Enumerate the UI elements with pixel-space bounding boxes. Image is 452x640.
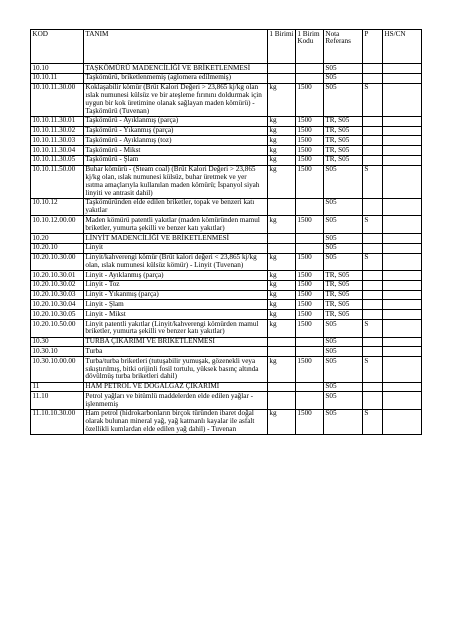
cell-nota: S05: [324, 382, 363, 392]
cell-p: [363, 392, 383, 410]
cell-birim-kodu: 1500: [296, 165, 324, 198]
cell-birim-kodu: 1500: [296, 357, 324, 382]
table-row: [31, 146, 422, 156]
cell-kod: 10.10.11.30.05: [31, 155, 84, 165]
cell-nota: S05: [324, 409, 363, 434]
cell-hscn: [383, 243, 422, 253]
cell-hscn: [383, 392, 422, 410]
table-row: [31, 310, 422, 320]
cell-hscn: [383, 253, 422, 271]
cell-hscn: [383, 216, 422, 234]
cell-p: [363, 243, 383, 253]
cell-kod: 10.10.11: [31, 73, 84, 83]
cell-birim: kg: [268, 116, 296, 126]
table-row: [31, 243, 422, 253]
cell-hscn: [383, 300, 422, 310]
cell-kod: 10.30: [31, 337, 84, 347]
cell-birim: kg: [268, 216, 296, 234]
cell-p: S: [363, 83, 383, 116]
cell-birim-kodu: 1500: [296, 290, 324, 300]
cell-birim: kg: [268, 409, 296, 434]
cell-birim: kg: [268, 310, 296, 320]
cell-nota: TR, S05: [324, 290, 363, 300]
cell-p: [363, 146, 383, 156]
cell-p: [363, 271, 383, 281]
cell-kod: 10.20.10.30.04: [31, 300, 84, 310]
cell-birim-kodu: 1500: [296, 271, 324, 281]
cell-tanim: Koklaşabilir kömür (Brüt Kalori Değeri > 23,865 kj/kg olan ıslak numunesi külsüz ve bir ateşleme fırınını doldurmak için uygun bir kok üretimine olanak sağlayan maden kömürü) - Taşkömürü (Tuvenan): [84, 83, 268, 116]
cell-nota: S05: [324, 73, 363, 83]
cell-hscn: [383, 198, 422, 216]
cell-p: S: [363, 165, 383, 198]
cell-kod: 10.10.11.30.01: [31, 116, 84, 126]
header-row: [31, 30, 422, 64]
cell-birim: [268, 233, 296, 243]
cell-birim-kodu: 1500: [296, 216, 324, 234]
cell-birim-kodu: 1500: [296, 253, 324, 271]
cell-hscn: [383, 357, 422, 382]
cell-birim-kodu: 1500: [296, 155, 324, 165]
cell-nota: TR, S05: [324, 155, 363, 165]
cell-p: [363, 198, 383, 216]
cell-birim: [268, 337, 296, 347]
cell-tanim: Taşkömürü - Ayıklanmış (toz): [84, 136, 268, 146]
cell-birim-kodu: 1500: [296, 136, 324, 146]
cell-birim: kg: [268, 155, 296, 165]
cell-p: [363, 63, 383, 73]
cell-nota: TR, S05: [324, 146, 363, 156]
cell-p: [363, 310, 383, 320]
cell-birim: kg: [268, 136, 296, 146]
cell-p: [363, 300, 383, 310]
table-row: [31, 347, 422, 357]
table-row: [31, 300, 422, 310]
cell-tanim: Buhar kömürü - (Steam coal) (Brüt Kalori Değeri > 23,865 kj/kg olan, ıslak numunesi külsüz, buhar üretmek ve yer ısıtma amaçlarıyla kullanılan maden kömürü; İspanyol siyah linyiti ve antrasit dahil): [84, 165, 268, 198]
table-row: [31, 392, 422, 410]
cell-nota: TR, S05: [324, 136, 363, 146]
cell-birim-kodu: [296, 243, 324, 253]
header-nota: Nota Referans: [324, 30, 363, 64]
table-row: [31, 198, 422, 216]
cell-nota: TR, S05: [324, 271, 363, 281]
header-birim-kodu: 1 Birim Kodu: [296, 30, 324, 64]
cell-birim-kodu: [296, 233, 324, 243]
cell-hscn: [383, 280, 422, 290]
table-row: [31, 216, 422, 234]
cell-birim-kodu: 1500: [296, 320, 324, 338]
cell-nota: S05: [324, 337, 363, 347]
cell-p: [363, 136, 383, 146]
cell-tanim: Turba/turba briketleri (tutuşabilir yumuşak, gözenekli veya sıkıştırılmış, bitki orijinli fosil tortulu, yüksek basınç altında dövülmüş turba briketleri dahil): [84, 357, 268, 382]
header-hscn: HS/CN: [383, 30, 422, 64]
cell-birim-kodu: 1500: [296, 146, 324, 156]
cell-tanim: Linyit/kahverengi kömür (Brüt kalori değeri < 23,865 kj/kg olan, ıslak numunesi külsüz kömür) - Linyit (Tuvenan): [84, 253, 268, 271]
cell-kod: 10.20.10.30.02: [31, 280, 84, 290]
cell-tanim: TURBA ÇIKARIMI VE BRİKETLENMESİ: [84, 337, 268, 347]
cell-tanim: LİNYİT MADENCİLİĞİ VE BRİKETLENMESİ: [84, 233, 268, 243]
cell-p: [363, 116, 383, 126]
cell-nota: S05: [324, 392, 363, 410]
cell-birim: kg: [268, 357, 296, 382]
cell-birim: kg: [268, 253, 296, 271]
cell-kod: 10.10.11.50.00: [31, 165, 84, 198]
cell-hscn: [383, 73, 422, 83]
cell-birim-kodu: 1500: [296, 310, 324, 320]
cell-hscn: [383, 310, 422, 320]
cell-tanim: Linyit - Şlam: [84, 300, 268, 310]
cell-birim-kodu: 1500: [296, 126, 324, 136]
cell-birim-kodu: 1500: [296, 300, 324, 310]
cell-hscn: [383, 290, 422, 300]
cell-nota: S05: [324, 198, 363, 216]
table-row: [31, 63, 422, 73]
table-row: [31, 271, 422, 281]
cell-hscn: [383, 165, 422, 198]
cell-nota: TR, S05: [324, 280, 363, 290]
cell-birim-kodu: [296, 347, 324, 357]
table-row: [31, 136, 422, 146]
cell-nota: S05: [324, 83, 363, 116]
cell-tanim: Taşkömürü - Şlam: [84, 155, 268, 165]
header-birim: 1 Birimi: [268, 30, 296, 64]
table-row: [31, 233, 422, 243]
cell-hscn: [383, 347, 422, 357]
cell-birim: [268, 63, 296, 73]
cell-tanim: Petrol yağları ve bitümlü maddelerden elde edilen yağlar - işlenmemiş: [84, 392, 268, 410]
cell-hscn: [383, 233, 422, 243]
table-row: [31, 280, 422, 290]
cell-tanim: Taşkömürü - Yıkanmış (parça): [84, 126, 268, 136]
cell-kod: 10.20.10: [31, 243, 84, 253]
cell-nota: S05: [324, 357, 363, 382]
cell-birim-kodu: 1500: [296, 280, 324, 290]
cell-birim: [268, 73, 296, 83]
cell-hscn: [383, 155, 422, 165]
cell-hscn: [383, 146, 422, 156]
code-table: [30, 29, 422, 435]
cell-kod: 11.10.10.30.00: [31, 409, 84, 434]
cell-kod: 10.30.10.00.00: [31, 357, 84, 382]
cell-kod: 10.10.11.30.03: [31, 136, 84, 146]
cell-kod: 10.10.11.30.00: [31, 83, 84, 116]
cell-p: [363, 126, 383, 136]
cell-p: [363, 290, 383, 300]
cell-birim: kg: [268, 165, 296, 198]
cell-kod: 10.10.11.30.04: [31, 146, 84, 156]
cell-birim: kg: [268, 280, 296, 290]
cell-p: [363, 280, 383, 290]
cell-tanim: Taşkömürü - Mikst: [84, 146, 268, 156]
cell-birim: [268, 382, 296, 392]
cell-tanim: HAM PETROL VE DOĞALGAZ ÇIKARIMI: [84, 382, 268, 392]
cell-p: [363, 233, 383, 243]
cell-p: S: [363, 320, 383, 338]
cell-birim-kodu: 1500: [296, 116, 324, 126]
cell-kod: 10.10.12: [31, 198, 84, 216]
cell-birim-kodu: [296, 73, 324, 83]
cell-birim-kodu: [296, 198, 324, 216]
cell-kod: 10.30.10: [31, 347, 84, 357]
cell-nota: S05: [324, 243, 363, 253]
cell-hscn: [383, 320, 422, 338]
cell-nota: S05: [324, 233, 363, 243]
cell-kod: 10.10.12.00.00: [31, 216, 84, 234]
cell-birim: kg: [268, 271, 296, 281]
cell-birim-kodu: [296, 337, 324, 347]
cell-nota: S05: [324, 347, 363, 357]
cell-nota: TR, S05: [324, 300, 363, 310]
cell-nota: TR, S05: [324, 310, 363, 320]
cell-tanim: TAŞKÖMÜRÜ MADENCİLİĞİ VE BRİKETLENMESİ: [84, 63, 268, 73]
table-row: [31, 253, 422, 271]
cell-kod: 10.10.11.30.02: [31, 126, 84, 136]
cell-tanim: Taşkömürü - Ayıklanmış (parça): [84, 116, 268, 126]
table-row: [31, 382, 422, 392]
cell-p: [363, 347, 383, 357]
cell-kod: 10.20.10.30.03: [31, 290, 84, 300]
header-tanim: TANIM: [84, 30, 268, 64]
cell-birim: kg: [268, 126, 296, 136]
table-row: [31, 357, 422, 382]
cell-tanim: Ham petrol (hidrokarbonların birçok türünden ibaret doğal olarak bulunan mineral yağ, yağ katmanlı kayalar ile asfalt özellikli kumlardan elde edilen yağ dahil) - Tuvenan: [84, 409, 268, 434]
cell-kod: 10.20: [31, 233, 84, 243]
cell-birim: [268, 198, 296, 216]
cell-tanim: Linyit: [84, 243, 268, 253]
cell-birim-kodu: [296, 392, 324, 410]
cell-kod: 10.10: [31, 63, 84, 73]
table-row: [31, 83, 422, 116]
cell-kod: 11.10: [31, 392, 84, 410]
cell-kod: 11: [31, 382, 84, 392]
cell-birim: kg: [268, 83, 296, 116]
cell-nota: TR, S05: [324, 116, 363, 126]
cell-hscn: [383, 136, 422, 146]
cell-birim: kg: [268, 300, 296, 310]
cell-p: S: [363, 357, 383, 382]
cell-p: S: [363, 216, 383, 234]
cell-birim: kg: [268, 146, 296, 156]
table-row: [31, 126, 422, 136]
table-body: [31, 63, 422, 434]
cell-hscn: [383, 382, 422, 392]
cell-birim: kg: [268, 290, 296, 300]
cell-p: S: [363, 253, 383, 271]
cell-hscn: [383, 271, 422, 281]
cell-hscn: [383, 83, 422, 116]
table-row: [31, 337, 422, 347]
cell-hscn: [383, 409, 422, 434]
header-p: P: [363, 30, 383, 64]
cell-p: S: [363, 409, 383, 434]
table-row: [31, 155, 422, 165]
cell-birim-kodu: 1500: [296, 83, 324, 116]
cell-p: [363, 382, 383, 392]
table-row: [31, 409, 422, 434]
table-row: [31, 116, 422, 126]
cell-hscn: [383, 63, 422, 73]
cell-nota: S05: [324, 216, 363, 234]
cell-kod: 10.20.10.30.00: [31, 253, 84, 271]
table-row: [31, 165, 422, 198]
cell-nota: S05: [324, 63, 363, 73]
cell-birim-kodu: [296, 63, 324, 73]
cell-tanim: Turba: [84, 347, 268, 357]
header-kod: KOD: [31, 30, 84, 64]
cell-tanim: Linyit - Yıkanmış (parça): [84, 290, 268, 300]
cell-p: [363, 73, 383, 83]
cell-tanim: Linyit - Mikst: [84, 310, 268, 320]
cell-birim: [268, 347, 296, 357]
cell-hscn: [383, 116, 422, 126]
cell-kod: 10.20.10.50.00: [31, 320, 84, 338]
cell-birim: [268, 243, 296, 253]
cell-hscn: [383, 337, 422, 347]
table-row: [31, 290, 422, 300]
cell-p: [363, 155, 383, 165]
table-row: [31, 73, 422, 83]
cell-birim-kodu: 1500: [296, 409, 324, 434]
cell-tanim: Linyit - Ayıklanmış (parça): [84, 271, 268, 281]
cell-kod: 10.20.10.30.01: [31, 271, 84, 281]
cell-tanim: Linyit patentli yakıtlar (Linyit/kahverengi kömürden mamul briketler, yumurta şekilli ve benzer katı yakıtlar): [84, 320, 268, 338]
cell-tanim: Linyit - Toz: [84, 280, 268, 290]
cell-nota: S05: [324, 165, 363, 198]
cell-tanim: Taşkömürü, briketlenmemiş (aglomera edilmemiş): [84, 73, 268, 83]
cell-hscn: [383, 126, 422, 136]
cell-birim-kodu: [296, 382, 324, 392]
table-row: [31, 320, 422, 338]
cell-p: [363, 337, 383, 347]
cell-tanim: Taşkömüründen elde edilen briketler, topak ve benzeri katı yakıtlar: [84, 198, 268, 216]
cell-tanim: Maden kömürü patentli yakıtlar (maden kömüründen mamul briketler, yumurta şekilli ve benzer katı yakıtlar): [84, 216, 268, 234]
cell-birim: [268, 392, 296, 410]
cell-nota: S05: [324, 320, 363, 338]
cell-kod: 10.20.10.30.05: [31, 310, 84, 320]
cell-nota: TR, S05: [324, 126, 363, 136]
cell-birim: kg: [268, 320, 296, 338]
cell-nota: S05: [324, 253, 363, 271]
